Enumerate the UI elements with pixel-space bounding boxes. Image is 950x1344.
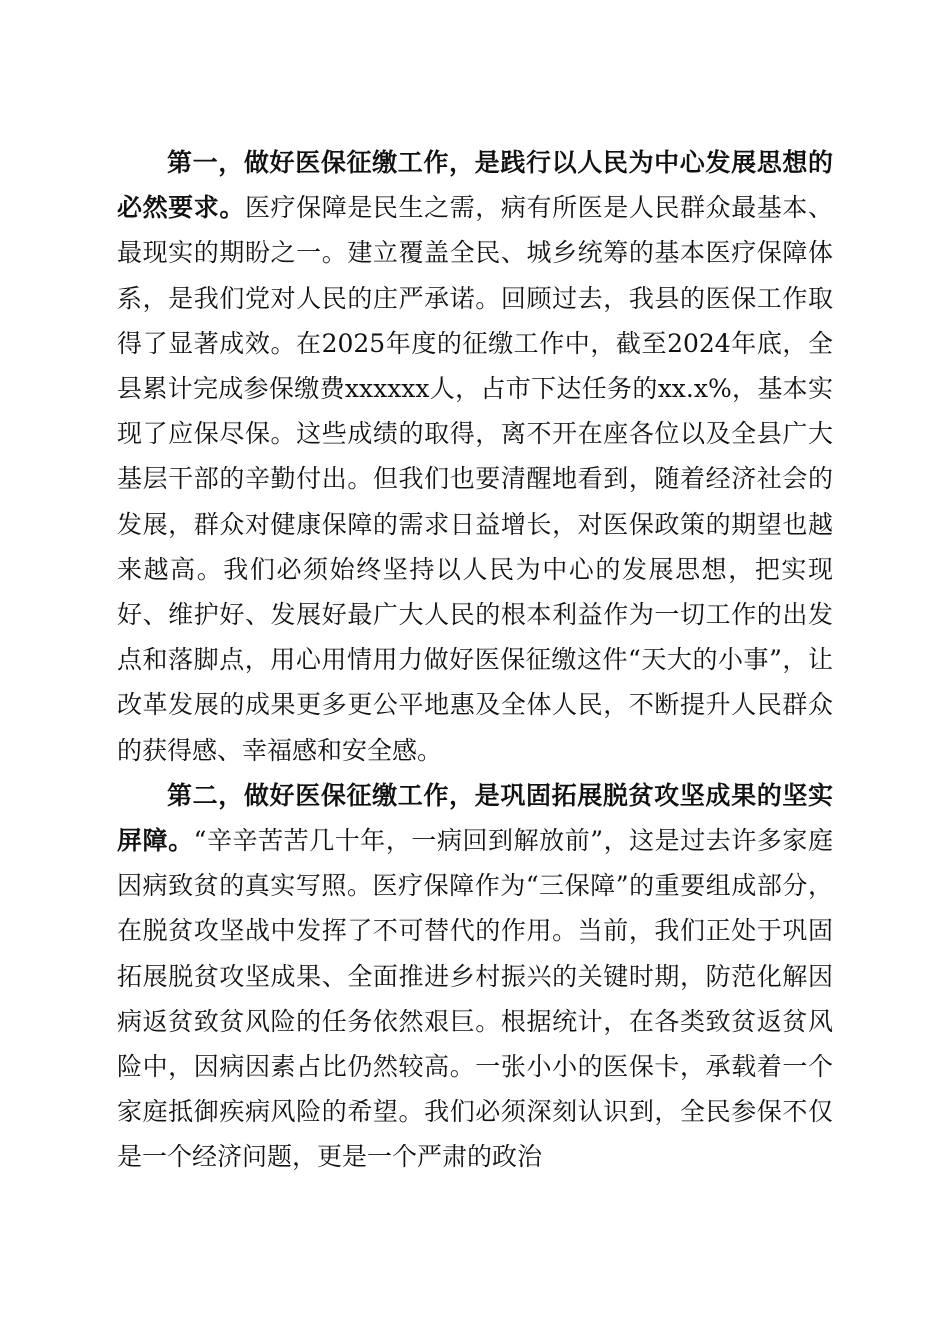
paragraph-2-lead: 第二，做好医保征缴工作，是巩固拓展脱贫攻坚成果的坚实屏障。	[117, 780, 833, 856]
paragraph-2-body: “辛辛苦苦几十年，一病回到解放前”，这是过去许多家庭因病致贫的真实写照。医疗保障作为“三保障”的重要组成部分，在脱贫攻坚战中发挥了不可替代的作用。当前，我们正处于巩固拓展脱贫攻坚成果、全面推进乡村振兴的关键时期，防范化解因病返贫致贫风险的任务依然艰巨。根据统计，在各类致贫返贫风险中，因病因素占比仍然较高。一张小小的医保卡，承载着一个家庭抵御疾病风险的希望。我们必须深刻认识到，全民参保不仅是一个经济问题，更是一个严肃的政治	[117, 826, 833, 1172]
paragraph-1-lead: 第一，做好医保征缴工作，是践行以人民为中心发展思想的必然要求。	[117, 148, 833, 223]
document-body	[117, 140, 833, 1180]
paragraph-1-body: 医疗保障是民生之需，病有所医是人民群众最基本、最现实的期盼之一。建立覆盖全民、城乡统筹的基本医疗保障体系，是我们党对人民的庄严承诺。回顾过去，我县的医保工作取得了显著成效。在2025年度的征缴工作中，截至2024年底，全县累计完成参保缴费xxxxxx人，占市下达任务的xx.x%，基本实现了应保尽保。这些成绩的取得，离不开在座各位以及全县广大基层干部的辛勤付出。但我们也要清醒地看到，随着经济社会的发展，群众对健康保障的需求日益增长，对医保政策的期望也越来越高。我们必须始终坚持以人民为中心的发展思想，把实现好、维护好、发展好最广大人民的根本利益作为一切工作的出发点和落脚点，用心用情用力做好医保征缴这件“天大的小事”，让改革发展的成果更多更公平地惠及全体人民，不断提升人民群众的获得感、幸福感和安全感。	[117, 193, 833, 765]
paragraph-2	[117, 773, 833, 1180]
paragraph-1	[117, 140, 833, 773]
